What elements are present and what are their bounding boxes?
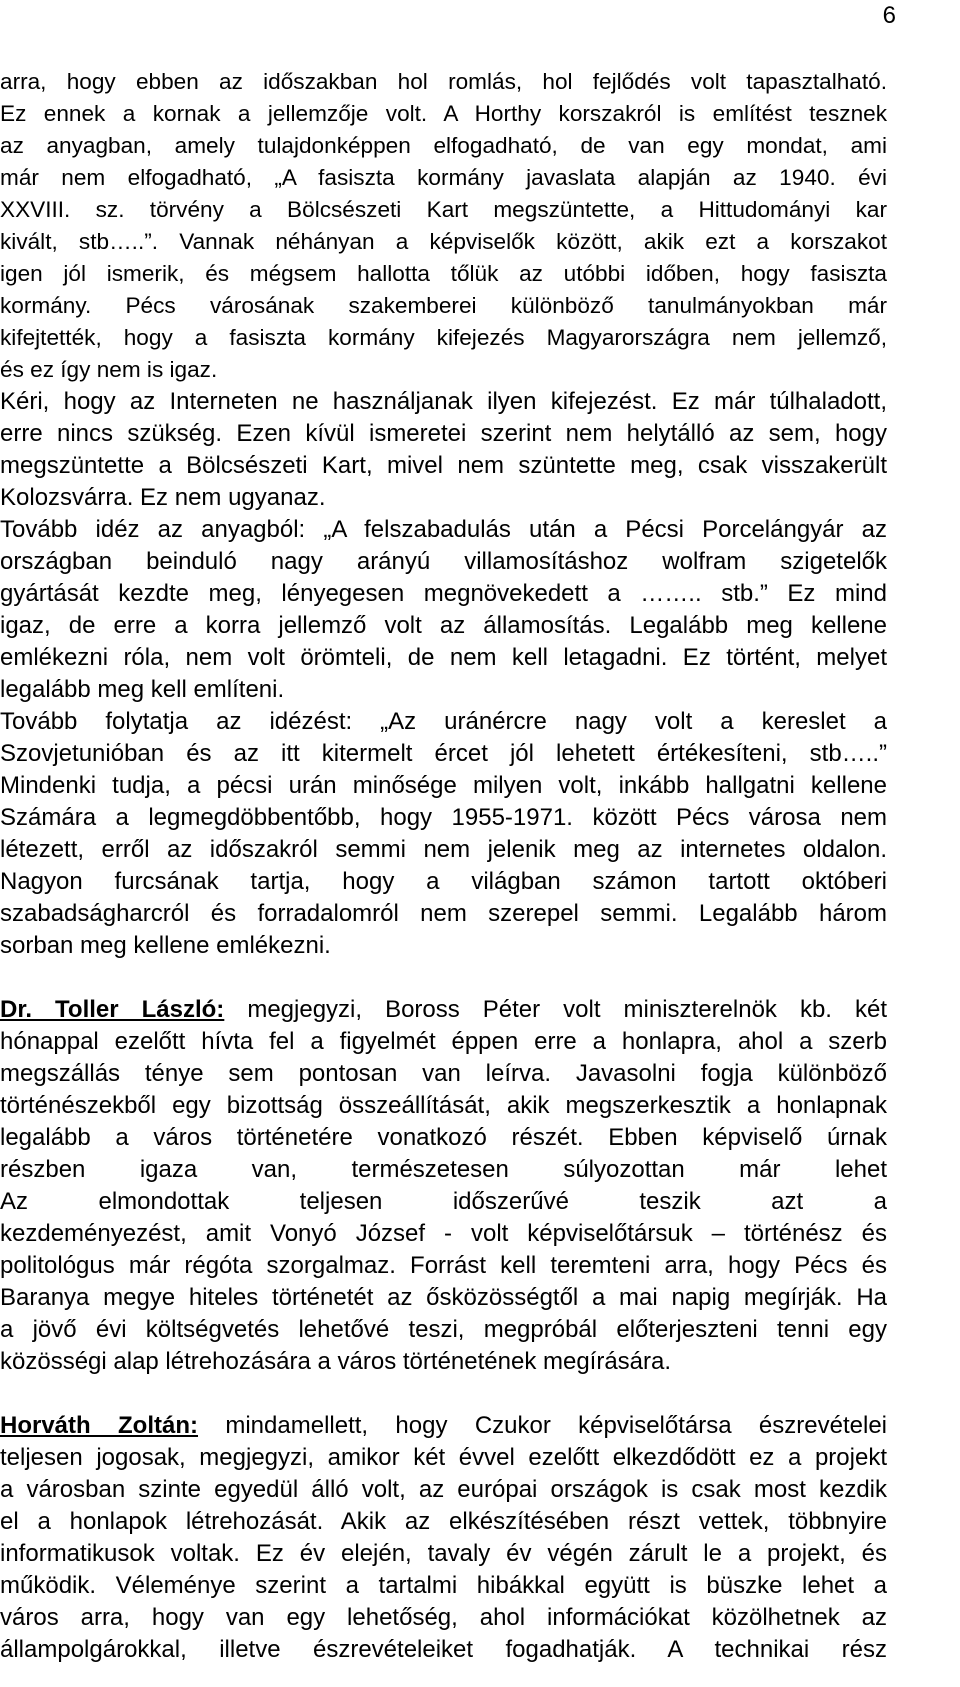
text-line: már nem elfogadható, „A fasiszta kormány javaslata alapján az 1940. évi — [0, 165, 887, 190]
text-line: informatikusok voltak. Ez év elején, tavaly év végén zárult le a projekt, és — [0, 1540, 887, 1567]
speaker-text: mindamellett, hogy Czukor képviselőtársa észrevételei — [198, 1412, 887, 1439]
text-line: erre nincs szükség. Ezen kívül ismeretei szerint nem helytálló az sem, hogy — [0, 420, 887, 447]
text-line: megszüntette a Bölcsészeti Kart, mivel nem szüntette meg, csak visszakerült — [0, 452, 887, 479]
text-line: Mindenki tudja, a pécsi urán minősége milyen volt, inkább hallgatni kellene — [0, 772, 887, 799]
text-line: teljesen jogosak, megjegyzi, amikor két évvel ezelőtt elkezdődött ez a projekt — [0, 1444, 887, 1471]
text-line: emlékezni róla, nem volt örömteli, de nem kell letagadni. Ez történt, melyet — [0, 644, 887, 671]
text-line: el a honlapok létrehozását. Akik az elkészítésében részt vettek, többnyire — [0, 1508, 887, 1535]
text-line: Szovjetunióban és az itt kitermelt ércet jól lehetett értékesíteni, stb…..” — [0, 740, 887, 767]
paragraph-gap — [0, 1378, 887, 1410]
text-line: sorban meg kellene emlékezni. — [0, 932, 331, 959]
text-line: gyártását kezdte meg, lényegesen megnövekedett a …….. stb.” Ez mind — [0, 580, 887, 607]
text-line: a városban szinte egyedül álló volt, az európai országok is csak most kezdik — [0, 1476, 887, 1503]
text-line: kivált, stb…..”. Vannak néhányan a képviselők között, akik ezt a korszakot — [0, 229, 887, 254]
text-line: történészekből egy bizottság összeállítását, akik megszerkesztik a honlapnak — [0, 1092, 887, 1119]
text-line: XXVIII. sz. törvény a Bölcsészeti Kart megszüntette, a Hittudományi kar — [0, 197, 887, 222]
text-line: legalább a város történetére vonatkozó részét. Ebben képviselő úrnak — [0, 1124, 887, 1151]
text-line — [0, 994, 887, 1026]
text-line: szabadságharcról és forradalomról nem szerepel semmi. Legalább három — [0, 900, 887, 927]
text-line: a jövő évi költségvetés lehetővé teszi, megpróbál előterjeszteni tenni egy — [0, 1316, 887, 1343]
text-line: politológus már régóta szorgalmaz. Forrást kell teremteni arra, hogy Pécs és — [0, 1252, 887, 1279]
text-line: hónappal ezelőtt hívta fel a figyelmét éppen erre a honlapra, ahol a szerb — [0, 1028, 887, 1055]
text-line: Ez ennek a kornak a jellemzője volt. A Horthy korszakról is említést tesznek — [0, 101, 887, 126]
page-number: 6 — [882, 2, 896, 29]
paragraph-2 — [0, 386, 887, 514]
text-line: és ez így nem is igaz. — [0, 357, 218, 382]
paragraph-3 — [0, 514, 887, 706]
text-line: kezdeményezést, amit Vonyó József - volt képviselőtársuk – történész és — [0, 1220, 887, 1247]
paragraph-1 — [0, 66, 887, 386]
text-line: létezett, erről az időszakról semmi nem jelenik meg az internetes oldalon. — [0, 836, 887, 863]
speaker-text: megjegyzi, Boross Péter volt miniszterelnök kb. két — [224, 996, 888, 1023]
text-line: igaz, de erre a korra jellemző volt az államosítás. Legalább meg kellene — [0, 612, 887, 639]
text-line: arra, hogy ebben az időszakban hol romlás, hol fejlődés volt tapasztalható. — [0, 69, 887, 94]
text-line: legalább meg kell említeni. — [0, 676, 285, 703]
text-line: Nagyon furcsának tartja, hogy a világban számon tartott októberi — [0, 868, 887, 895]
text-line: Számára a legmegdöbbentőbb, hogy 1955-1971. között Pécs városa nem — [0, 804, 887, 831]
text-line: megszállás ténye sem pontosan van leírva. Javasolni fogja különböző — [0, 1060, 887, 1087]
text-line: működik. Véleménye szerint a tartalmi hibákkal együtt is büszke lehet a — [0, 1572, 887, 1599]
text-line: Kéri, hogy az Interneten ne használjanak ilyen kifejezést. Ez már túlhaladott, — [0, 388, 887, 415]
paragraph-4 — [0, 706, 887, 962]
text-line: országban beinduló nagy arányú villamosításhoz wolfram szigetelők — [0, 548, 887, 575]
speaker-name: Dr. Toller László: — [0, 996, 225, 1023]
paragraph-gap — [0, 962, 887, 994]
text-line: kormány. Pécs városának szakemberei különböző tanulmányokban már — [0, 293, 887, 318]
text-line: az anyagban, amely tulajdonképpen elfogadható, de van egy mondat, ami — [0, 133, 887, 158]
text-line: kifejtették, hogy a fasiszta kormány kifejezés Magyarországra nem jellemző, — [0, 325, 887, 350]
paragraph-toller — [0, 994, 887, 1378]
speaker-name: Horváth Zoltán: — [0, 1412, 199, 1439]
text-line: Tovább folytatja az idézést: „Az uránércre nagy volt a kereslet a — [0, 708, 887, 735]
text-line: Baranya megye hiteles történetét az ősközösségtől a mai napig megírják. Ha — [0, 1284, 887, 1311]
text-line: város arra, hogy van egy lehetőség, ahol információkat közölhetnek az — [0, 1604, 887, 1631]
text-line: igen jól ismerik, és mégsem hallotta tőlük az utóbbi időben, hogy fasiszta — [0, 261, 887, 286]
text-line: állampolgárokkal, illetve észrevételeiket fogadhatják. A technikai rész — [0, 1636, 887, 1663]
text-line: Az elmondottak teljesen időszerűvé teszik azt a — [0, 1188, 887, 1215]
text-line: Kolozsvárra. Ez nem ugyanaz. — [0, 484, 326, 511]
text-line: részben igaza van, természetesen súlyozottan már lehet — [0, 1156, 887, 1183]
document-body — [0, 66, 887, 1666]
text-line: Tovább idéz az anyagból: „A felszabadulás után a Pécsi Porcelángyár az — [0, 516, 887, 543]
paragraph-horvath — [0, 1410, 887, 1666]
text-line — [0, 1410, 887, 1442]
text-line: közösségi alap létrehozására a város történetének megírására. — [0, 1348, 672, 1375]
